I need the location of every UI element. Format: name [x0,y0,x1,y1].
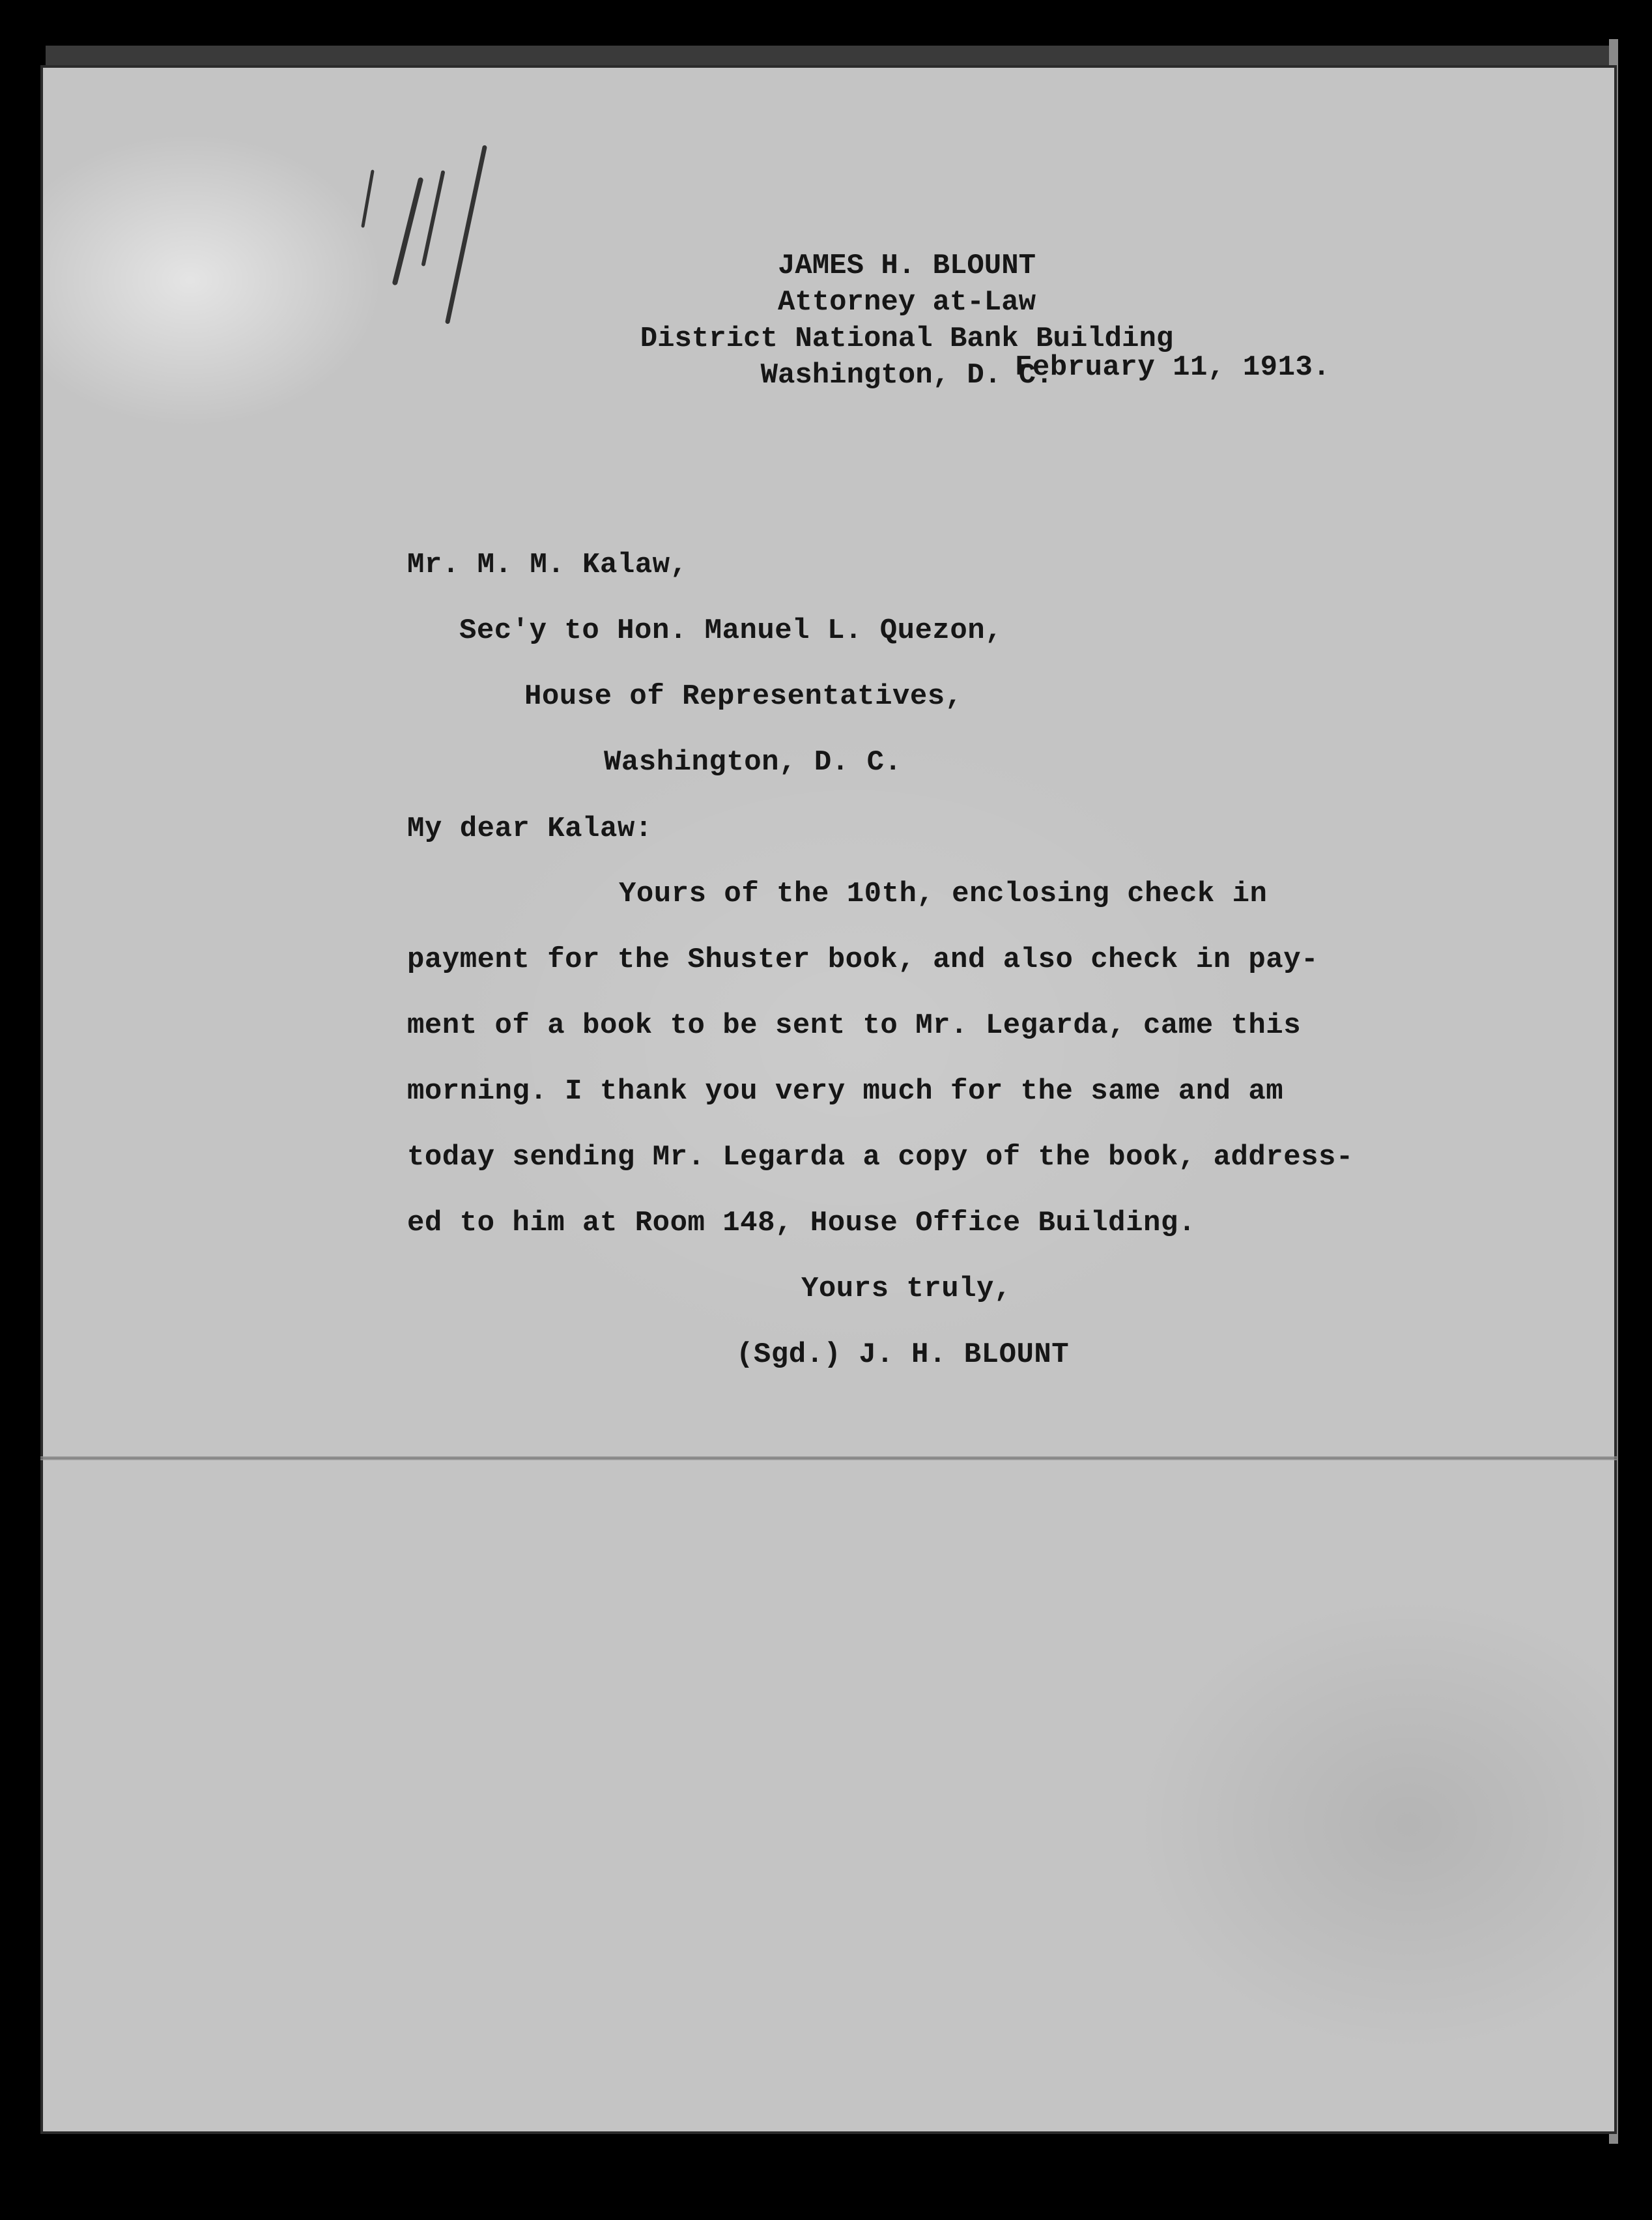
signature: (Sgd.) J. H. BLOUNT [736,1338,1070,1371]
letterhead-title: Attorney at-Law [777,286,1036,319]
salutation: My dear Kalaw: [407,813,653,845]
letter-date: February 11, 1913. [1015,351,1331,384]
pencil-mark [445,145,487,324]
closing: Yours truly, [801,1273,1012,1305]
body-line: today sending Mr. Legarda a copy of the book, address- [407,1141,1354,1174]
body-line: Yours of the 10th, enclosing check in [619,878,1268,910]
recipient-position: Sec'y to Hon. Manuel L. Quezon, [459,614,1003,647]
pencil-mark [361,169,375,228]
recipient-office: House of Representatives, [524,680,963,713]
pencil-mark [392,177,424,286]
letterhead-name: JAMES H. BLOUNT [777,250,1036,282]
body-line: ment of a book to be sent to Mr. Legarda, came this [407,1009,1302,1042]
recipient-name: Mr. M. M. Kalaw, [407,549,688,581]
letter-sheet [40,65,1617,2134]
body-line: payment for the Shuster book, and also check in pay- [407,944,1319,976]
recipient-city: Washington, D. C. [604,746,902,779]
letterhead-building: District National Bank Building [640,323,1174,355]
body-line: ed to him at Room 148, House Office Building. [407,1207,1196,1239]
body-line: morning. I thank you very much for the same and am [407,1075,1284,1108]
pencil-mark [421,170,445,267]
letterhead-city: Washington, D. C. [760,359,1053,392]
fold-line [40,1456,1617,1460]
